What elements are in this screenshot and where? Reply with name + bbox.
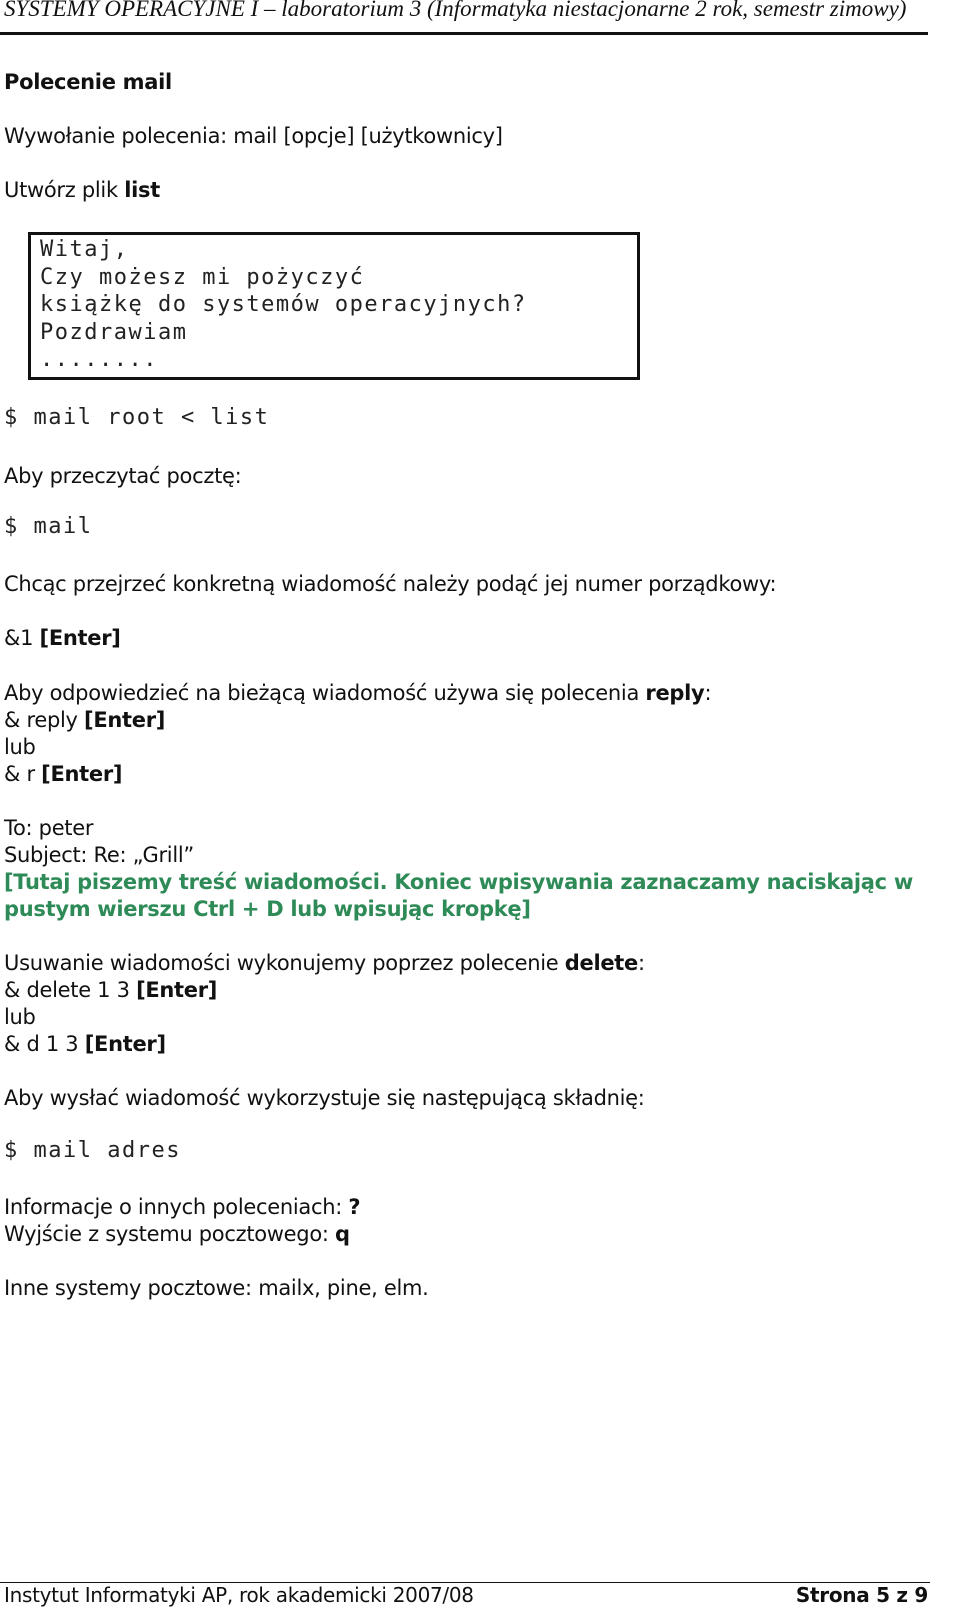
cmd-mail: $ mail xyxy=(4,514,93,539)
footer-institute: Instytut Informatyki AP, rok akademicki 2007/08 xyxy=(4,1583,474,1607)
view-message-cmd: &1 [Enter] xyxy=(4,626,121,650)
section-title: Polecenie mail xyxy=(4,70,172,94)
reply-to: To: peter xyxy=(4,816,94,840)
reply-or: lub xyxy=(4,735,36,759)
file-content xyxy=(40,236,527,374)
file-name: list xyxy=(124,178,160,202)
invocation-text: Wywołanie polecenia: mail [opcje] [użytkownicy] xyxy=(4,124,503,148)
file-line: ........ xyxy=(40,347,158,372)
create-file-text: Utwórz plik list xyxy=(4,178,160,202)
reply-subject: Subject: Re: „Grill” xyxy=(4,843,194,867)
reply-note-line-2: pustym wierszu Ctrl + D lub wpisując kropkę] xyxy=(4,897,531,921)
send-label: Aby wysłać wiadomość wykorzystuje się następującą składnię: xyxy=(4,1086,645,1110)
reply-note-line-1: [Tutaj piszemy treść wiadomości. Koniec wpisywania zaznaczamy naciskając w xyxy=(4,870,913,894)
header-divider xyxy=(0,32,928,35)
read-mail-label: Aby przeczytać pocztę: xyxy=(4,464,242,488)
page-number: Strona 5 z 9 xyxy=(795,1583,928,1607)
delete-or: lub xyxy=(4,1005,36,1029)
delete-command: delete xyxy=(564,951,638,975)
reply-cmd-long: & reply [Enter] xyxy=(4,708,166,732)
header-title: SYSTEMY OPERACYJNE I xyxy=(4,0,259,21)
delete-label: Usuwanie wiadomości wykonujemy poprzez polecenie delete: xyxy=(4,951,645,975)
file-line: Witaj, xyxy=(40,237,129,262)
view-message-label: Chcąc przejrzeć konkretną wiadomość należy podąć jej numer porządkowy: xyxy=(4,572,777,596)
help-info: Informacje o innych poleceniach: ? xyxy=(4,1195,361,1219)
file-line: Czy możesz mi pożyczyć xyxy=(40,264,365,290)
reply-label: Aby odpowiedzieć na bieżącą wiadomość używa się polecenia reply: xyxy=(4,681,712,705)
other-systems: Inne systemy pocztowe: mailx, pine, elm. xyxy=(4,1276,429,1300)
header-subtitle: – laboratorium 3 (Informatyka niestacjonarne 2 rok, semestr zimowy) xyxy=(258,0,907,21)
cmd-mail-address: $ mail adres xyxy=(4,1138,181,1163)
file-line: książkę do systemów operacyjnych? xyxy=(40,292,527,317)
reply-cmd-short: & r [Enter] xyxy=(4,762,123,786)
delete-cmd-long: & delete 1 3 [Enter] xyxy=(4,978,218,1002)
delete-cmd-short: & d 1 3 [Enter] xyxy=(4,1032,166,1056)
cmd-send-list: $ mail root < list xyxy=(4,405,270,430)
reply-command: reply xyxy=(645,681,705,705)
file-line: Pozdrawiam xyxy=(40,319,188,345)
quit-info: Wyjście z systemu pocztowego: q xyxy=(4,1222,350,1246)
page-header xyxy=(4,0,906,22)
